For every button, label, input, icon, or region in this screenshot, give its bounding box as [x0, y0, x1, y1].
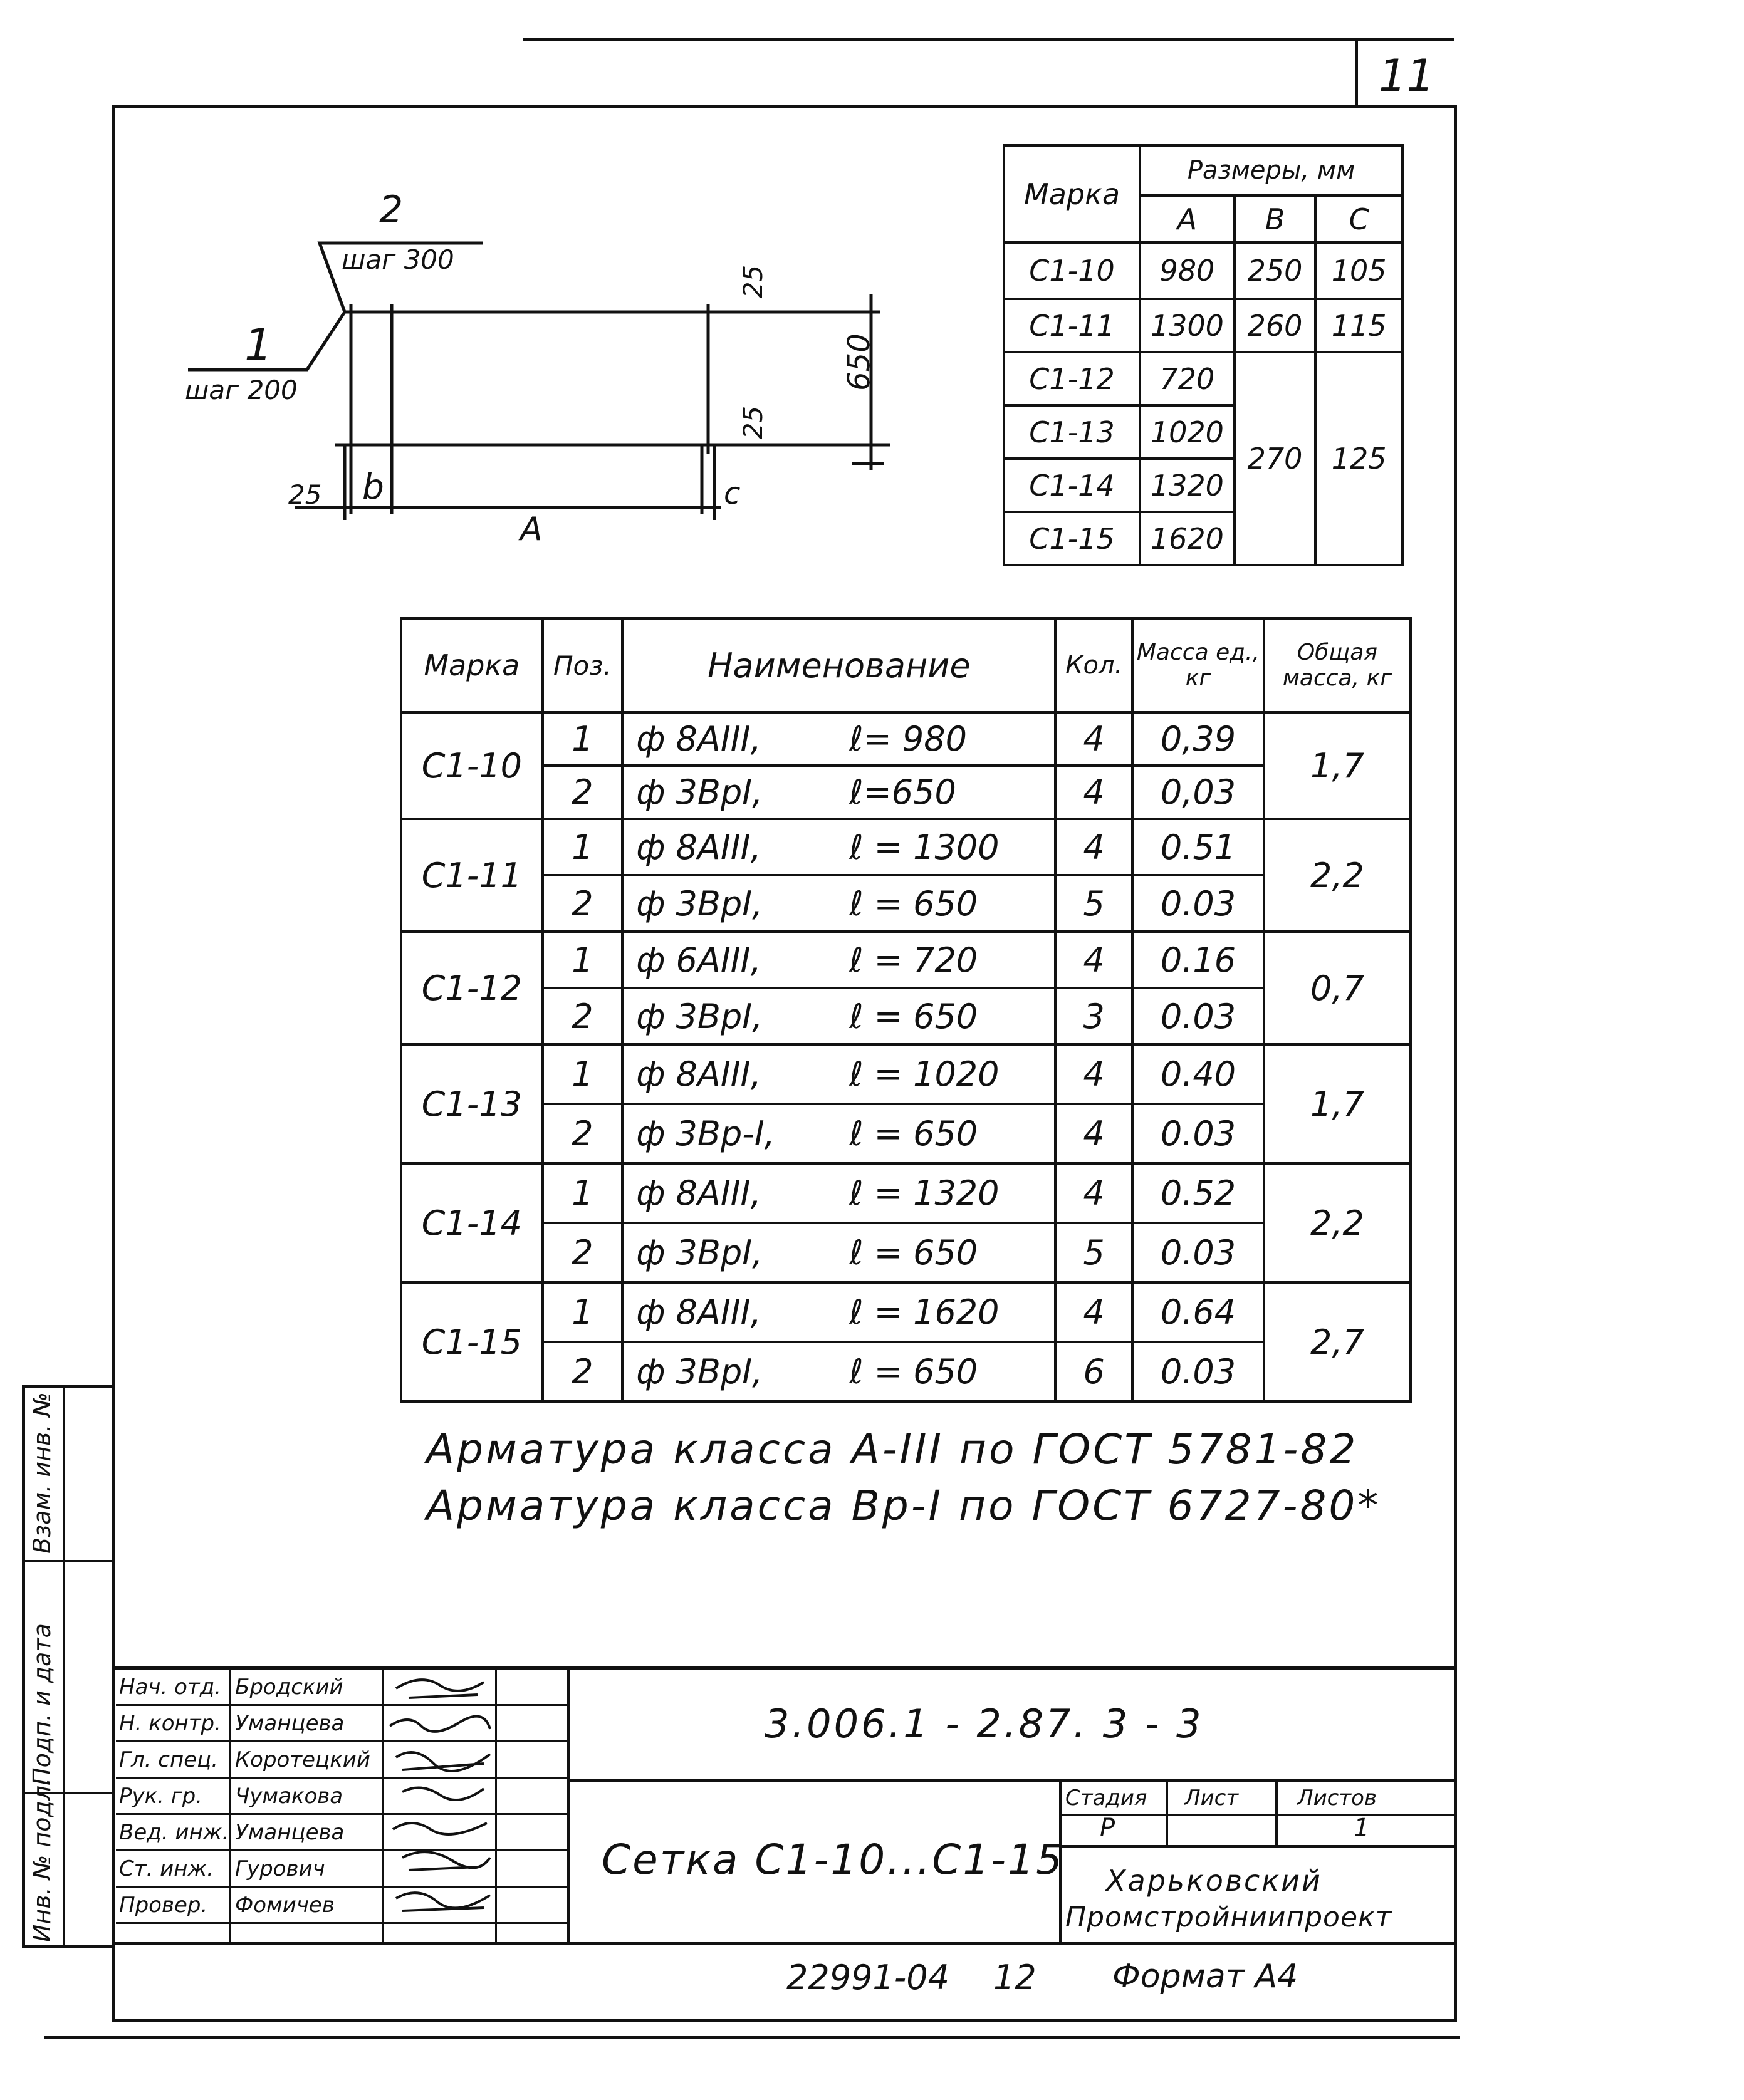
sizes-merged-c: 125	[1315, 352, 1402, 565]
spec-name-cell	[622, 766, 1055, 819]
spec-mass: 0,03	[1132, 766, 1264, 819]
sketch-pos1-label: 1	[244, 320, 273, 371]
signature-name: Коротецкий	[235, 1747, 370, 1772]
sketch-dim-top: 25	[738, 264, 769, 299]
sizes-row-a: 1320	[1140, 459, 1235, 512]
signature-row	[116, 1706, 567, 1742]
sizes-merged-b: 270	[1235, 352, 1316, 565]
spec-pos: 1	[543, 1282, 623, 1342]
spec-length: ℓ = 1300	[849, 827, 1000, 867]
signature-role: Гл. спец.	[119, 1747, 219, 1772]
sizes-row-mark: С1-12	[1004, 352, 1140, 405]
signature-row	[116, 1815, 567, 1851]
spec-header-name: Наименование	[622, 618, 1055, 712]
title-block-mid	[567, 1779, 1457, 1782]
signature-role: Провер.	[119, 1893, 208, 1918]
signature-name: Бродский	[235, 1675, 343, 1700]
spec-qty: 4	[1055, 1282, 1132, 1342]
sizes-row-mark: С1-11	[1004, 299, 1140, 352]
sheets-value: 1	[1354, 1814, 1370, 1843]
sheet-mark-divider	[1355, 38, 1358, 107]
sizes-row-c: 105	[1315, 242, 1402, 299]
spec-length: ℓ=650	[849, 772, 956, 812]
spec-header-total: Общая масса, кг	[1264, 618, 1411, 712]
spec-length: ℓ = 1020	[849, 1054, 1000, 1094]
spec-group-mark: С1-13	[401, 1044, 543, 1163]
sizes-col-c: C	[1315, 195, 1402, 242]
spec-group-total: 0,7	[1264, 932, 1411, 1044]
spec-group-total: 2,2	[1264, 1163, 1411, 1282]
spec-qty: 4	[1055, 1163, 1132, 1223]
side-stamp-divider	[63, 1385, 65, 1948]
doc-title: Сетка С1-10...С1-15	[602, 1836, 1065, 1884]
spec-bar: ф 3ВрI,	[636, 1352, 763, 1391]
spec-mass: 0.03	[1132, 988, 1264, 1044]
sketch-pos1-step: шаг 200	[185, 375, 298, 405]
spec-name-cell	[622, 819, 1055, 875]
signature-row	[116, 1779, 567, 1815]
spec-pos: 2	[543, 1342, 623, 1401]
signature-name: Гурович	[235, 1856, 325, 1881]
spec-qty: 6	[1055, 1342, 1132, 1401]
signature-role: Н. контр.	[119, 1711, 221, 1736]
spec-group-total: 1,7	[1264, 1044, 1411, 1163]
spec-mass: 0.03	[1132, 875, 1264, 932]
spec-pos: 2	[543, 988, 623, 1044]
signature-role: Ст. инж.	[119, 1856, 214, 1881]
sheet-mark: 11	[1379, 50, 1435, 101]
signature-name: Чумакова	[235, 1784, 343, 1809]
title-block-bottom	[113, 1942, 1457, 1945]
spec-qty: 4	[1055, 712, 1132, 766]
title-block-stage-col-2	[1275, 1779, 1278, 1845]
top-edge-line	[523, 38, 1454, 41]
spec-name-cell	[622, 1342, 1055, 1401]
spec-name-cell	[622, 875, 1055, 932]
spec-mass: 0.40	[1132, 1044, 1264, 1104]
sizes-row-a: 980	[1140, 242, 1235, 299]
signature-role: Рук. гр.	[119, 1784, 203, 1809]
spec-mass: 0.52	[1132, 1163, 1264, 1223]
sizes-col-b: B	[1235, 195, 1316, 242]
spec-group-mark: С1-14	[401, 1163, 543, 1282]
spec-pos: 2	[543, 875, 623, 932]
spec-group-mark: С1-15	[401, 1282, 543, 1401]
spec-qty: 4	[1055, 932, 1132, 988]
spec-length: ℓ = 650	[849, 1233, 978, 1272]
signature-role: Вед. инж.	[119, 1820, 229, 1845]
spec-pos: 1	[543, 932, 623, 988]
spec-length: ℓ = 1320	[849, 1173, 1000, 1213]
spec-name-cell	[622, 932, 1055, 988]
spec-bar: ф 8АIII,	[636, 827, 761, 867]
spec-header-mass: Масса ед., кг	[1132, 618, 1264, 712]
handwritten-signatures	[384, 1670, 496, 1939]
spec-name-cell	[622, 1223, 1055, 1282]
signature-row	[116, 1851, 567, 1888]
side-stamp-row-1	[22, 1560, 115, 1562]
spec-group-total: 1,7	[1264, 712, 1411, 819]
spec-mass: 0.03	[1132, 1104, 1264, 1163]
note-line-2: Арматура класса Вр-I по ГОСТ 6727-80*	[426, 1482, 1381, 1530]
side-stamp-vzam-inv: Взам. инв. №	[28, 1391, 56, 1554]
spec-name-cell	[622, 1163, 1055, 1223]
spec-group-mark: С1-11	[401, 819, 543, 932]
sizes-row-b: 260	[1235, 299, 1316, 352]
sketch-dim-a: A	[520, 511, 543, 548]
spec-pos: 1	[543, 1163, 623, 1223]
spec-length: ℓ= 980	[849, 719, 967, 759]
signature-row	[116, 1888, 567, 1924]
sizes-row-a: 1020	[1140, 405, 1235, 459]
spec-group-mark: С1-12	[401, 932, 543, 1044]
sizes-header-sizes: Размеры, мм	[1140, 145, 1402, 195]
spec-name-cell	[622, 988, 1055, 1044]
spec-qty: 3	[1055, 988, 1132, 1044]
title-block-stage-row-2	[1059, 1845, 1457, 1848]
signature-row	[116, 1670, 567, 1706]
signature-role: Нач. отд.	[119, 1675, 222, 1700]
spec-mass: 0.03	[1132, 1223, 1264, 1282]
spec-header-qty: Кол.	[1055, 618, 1132, 712]
spec-bar: ф 6АIII,	[636, 940, 761, 980]
spec-length: ℓ = 650	[849, 1352, 978, 1391]
note-line-1: Арматура класса А-III по ГОСТ 5781-82	[426, 1425, 1359, 1474]
doc-code: 3.006.1 - 2.87. 3 - 3	[765, 1701, 1204, 1747]
spec-table	[400, 617, 1412, 1403]
spec-name-cell	[622, 712, 1055, 766]
spec-header-pos: Поз.	[543, 618, 623, 712]
sizes-row-a: 1300	[1140, 299, 1235, 352]
spec-length: ℓ = 650	[849, 996, 978, 1036]
spec-qty: 4	[1055, 819, 1132, 875]
spec-qty: 4	[1055, 766, 1132, 819]
sketch-pos2-label: 2	[379, 188, 404, 232]
sketch-dim-bottom: 25	[738, 405, 769, 440]
signature-name: Уманцева	[235, 1820, 345, 1845]
sizes-row-b: 250	[1235, 242, 1316, 299]
paper-format: Формат А4	[1112, 1958, 1298, 1995]
org-line-2: Промстройниипроект	[1065, 1901, 1392, 1933]
spec-pos: 1	[543, 712, 623, 766]
spec-mass: 0.16	[1132, 932, 1264, 988]
spec-qty: 5	[1055, 875, 1132, 932]
spec-bar: ф 8АIII,	[636, 719, 761, 759]
signature-name: Уманцева	[235, 1711, 345, 1736]
spec-pos: 1	[543, 1044, 623, 1104]
side-stamp-podp-data: Подп. и дата	[28, 1623, 56, 1786]
spec-pos: 2	[543, 766, 623, 819]
sizes-row-mark: С1-10	[1004, 242, 1140, 299]
bottom-edge-line	[44, 2036, 1460, 2039]
spec-pos: 2	[543, 1104, 623, 1163]
signature-table	[116, 1670, 567, 1924]
spec-pos: 2	[543, 1223, 623, 1282]
spec-bar: ф 8АIII,	[636, 1173, 761, 1213]
sheet-label: Лист	[1184, 1786, 1239, 1811]
spec-pos: 1	[543, 819, 623, 875]
signature-row	[116, 1742, 567, 1779]
spec-name-cell	[622, 1104, 1055, 1163]
spec-bar: ф 8АIII,	[636, 1054, 761, 1094]
spec-length: ℓ = 650	[849, 1114, 978, 1153]
spec-header-mark: Марка	[401, 618, 543, 712]
spec-qty: 4	[1055, 1104, 1132, 1163]
spec-length: ℓ = 1620	[849, 1292, 1000, 1332]
sizes-header-mark: Марка	[1004, 145, 1140, 242]
sketch-pos2-step: шаг 300	[342, 244, 454, 275]
title-block-divider	[567, 1666, 570, 1942]
spec-mass: 0.64	[1132, 1282, 1264, 1342]
spec-qty: 5	[1055, 1223, 1132, 1282]
page-number: 12	[993, 1958, 1036, 1997]
spec-bar: ф 3ВрI,	[636, 883, 763, 923]
spec-name-cell	[622, 1044, 1055, 1104]
sketch-dim-b: b	[362, 467, 384, 507]
spec-length: ℓ = 720	[849, 940, 978, 980]
sizes-row-a: 720	[1140, 352, 1235, 405]
spec-mass: 0,39	[1132, 712, 1264, 766]
signature-name: Фомичев	[235, 1893, 335, 1918]
sketch-dim-c: c	[724, 476, 741, 511]
stage-value: Р	[1100, 1814, 1115, 1843]
spec-bar: ф 3ВрI,	[636, 1233, 763, 1272]
sizes-row-mark: С1-14	[1004, 459, 1140, 512]
sizes-row-a: 1620	[1140, 512, 1235, 565]
spec-bar: ф 3ВрI,	[636, 772, 763, 812]
title-block-stage-col-1	[1166, 1779, 1168, 1845]
spec-bar: ф 3Вр-I,	[636, 1114, 775, 1153]
spec-group-total: 2,7	[1264, 1282, 1411, 1401]
sizes-col-a: A	[1140, 195, 1235, 242]
sizes-row-mark: С1-13	[1004, 405, 1140, 459]
stage-label: Стадия	[1065, 1786, 1147, 1811]
sketch-dim-left: 25	[288, 479, 322, 510]
sheets-label: Листов	[1297, 1786, 1377, 1811]
spec-group-total: 2,2	[1264, 819, 1411, 932]
title-block-stage-row	[1059, 1814, 1457, 1816]
spec-bar: ф 8АIII,	[636, 1292, 761, 1332]
spec-mass: 0.51	[1132, 819, 1264, 875]
spec-length: ℓ = 650	[849, 883, 978, 923]
side-stamp-inv-podl: Инв. № подл.	[28, 1777, 56, 1942]
sizes-row-mark: С1-15	[1004, 512, 1140, 565]
spec-qty: 4	[1055, 1044, 1132, 1104]
spec-bar: ф 3ВрI,	[636, 996, 763, 1036]
spec-name-cell	[622, 1282, 1055, 1342]
sketch-dim-height: 650	[841, 333, 877, 391]
org-line-1: Харьковский	[1106, 1864, 1322, 1898]
spec-group-mark: С1-10	[401, 712, 543, 819]
spec-mass: 0.03	[1132, 1342, 1264, 1401]
archive-number: 22991-04	[786, 1958, 949, 1997]
sizes-table	[1003, 144, 1404, 566]
sizes-row-c: 115	[1315, 299, 1402, 352]
